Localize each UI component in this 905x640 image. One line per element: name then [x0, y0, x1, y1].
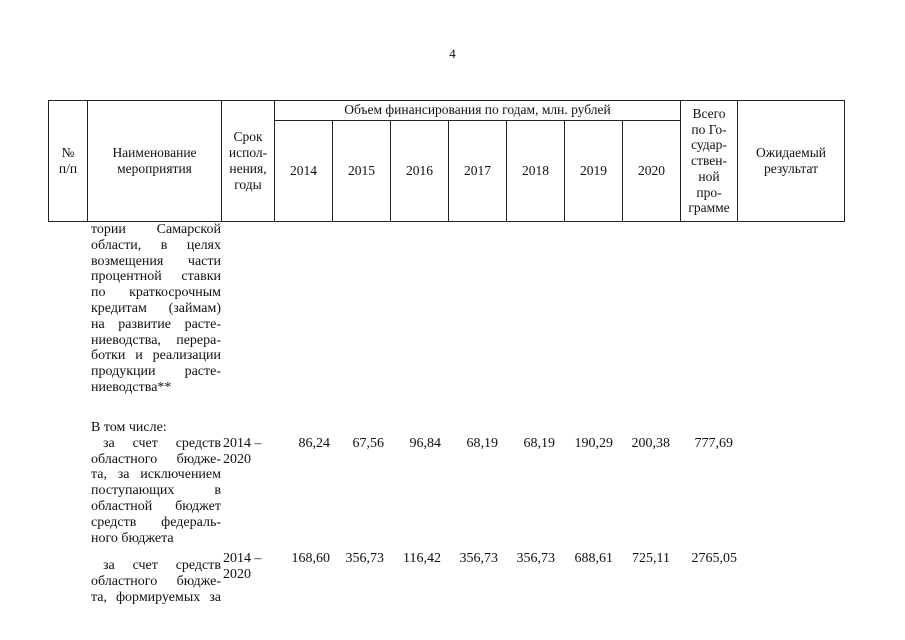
- table-cell: 116,42: [403, 551, 441, 566]
- header-year: 2018: [507, 121, 565, 222]
- table-cell: 356,73: [345, 551, 384, 566]
- header-year: 2020: [623, 121, 681, 222]
- header-total: Всего по Го- судар- ствен- ной про- грамме: [681, 101, 738, 222]
- table-cell: 688,61: [574, 551, 613, 566]
- table-cell: 356,73: [516, 551, 555, 566]
- table-cell: 96,84: [409, 436, 441, 451]
- table-cell-total: 2765,05: [691, 551, 737, 566]
- header-num: № п/п: [49, 101, 88, 222]
- table-cell: 86,24: [298, 436, 330, 451]
- header-year: 2014: [275, 121, 333, 222]
- table-cell: 190,29: [574, 436, 613, 451]
- header-year: 2015: [333, 121, 391, 222]
- row-term: 2014 – 2020: [223, 436, 262, 467]
- header-name: Наименование мероприятия: [88, 101, 222, 222]
- header-year: 2019: [565, 121, 623, 222]
- table-cell: 725,11: [632, 551, 670, 566]
- table-header: [48, 100, 845, 222]
- header-year: 2016: [391, 121, 449, 222]
- header-year: 2017: [449, 121, 507, 222]
- in-that-number: В том числе:: [91, 420, 167, 435]
- header-term: Срок испол- нения, годы: [222, 101, 275, 222]
- table-cell: 200,38: [631, 436, 670, 451]
- table-cell: 168,60: [291, 551, 330, 566]
- table-cell: 67,56: [352, 436, 384, 451]
- header-financing: Объем финансирования по годам, млн. рублей: [275, 101, 681, 121]
- table-cell: 68,19: [523, 436, 555, 451]
- row-term: 2014 – 2020: [223, 551, 262, 582]
- header-result: Ожидаемый результат: [738, 101, 845, 222]
- continuation-text: тории Самарской области, в целях возмещения части процентной ставки по краткосрочным кредитам (займам) на развитие расте- ниеводства, перера- ботки и реализации продукции расте- ниеводства**: [91, 222, 221, 395]
- table-cell-total: 777,69: [694, 436, 733, 451]
- page-number: 4: [449, 46, 456, 61]
- table-cell: 356,73: [459, 551, 498, 566]
- row-block: В том числе: за счет средств областного бюдже- та, за исключением поступающих в областной бюджет средств федераль- ного бюджета за счет средств областного бюдже- та, формируемых за: [91, 420, 221, 605]
- table-cell: 68,19: [466, 436, 498, 451]
